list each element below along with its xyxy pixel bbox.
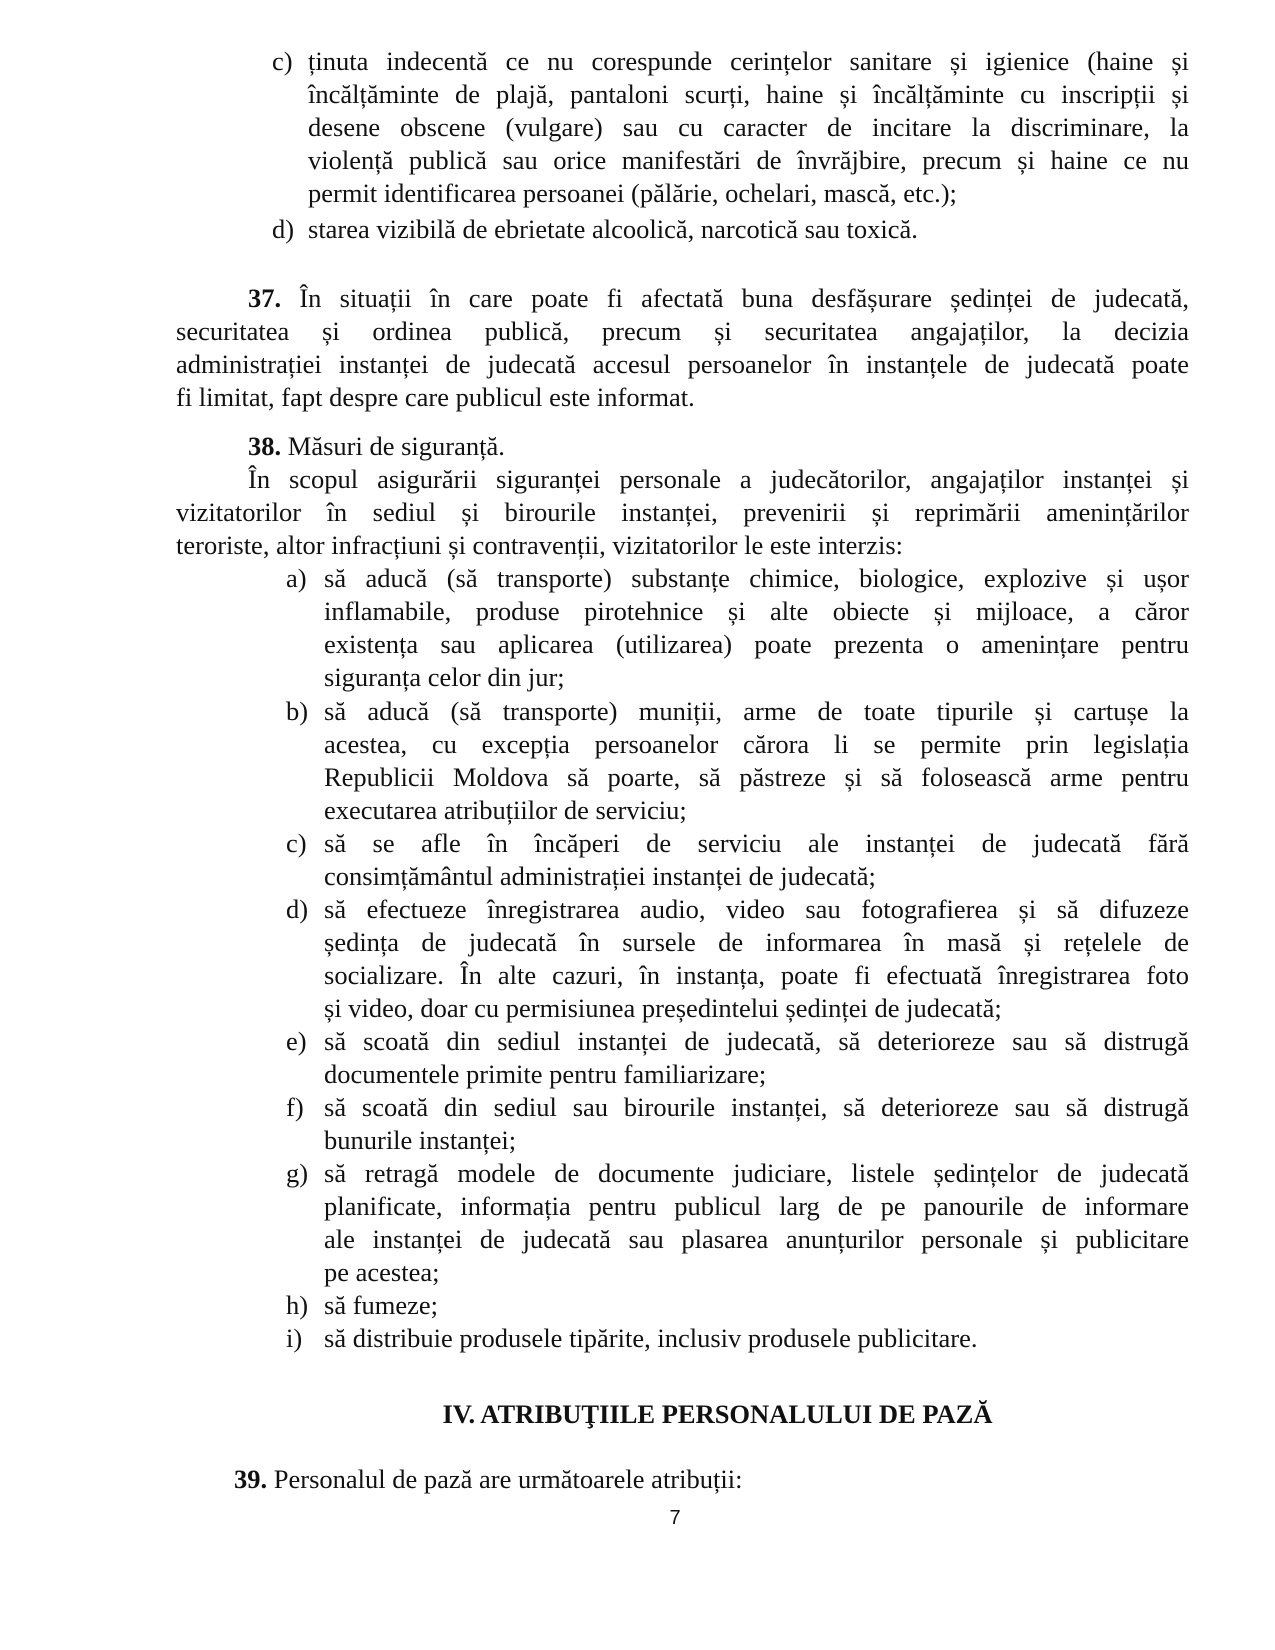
clause-39-line — [234, 1463, 742, 1496]
text-line: siguranța celor din jur; — [324, 662, 565, 692]
text-line: existența sau aplicarea (utilizarea) poate prezenta o amenințare pentru — [324, 629, 1189, 659]
list-marker: f) — [286, 1092, 304, 1122]
list-marker: d) — [286, 894, 309, 924]
text-line: securitatea și ordinea publică, precum și securitatea angajaților, la decizia — [176, 316, 1189, 346]
text-line: fi limitat, fapt despre care publicul este informat. — [176, 382, 695, 412]
text-line: să scoată din sediul sau birourile instanței, să deterioreze sau să distrugă — [324, 1092, 1189, 1122]
text-line: permit identificarea persoanei (pălărie, ochelari, mască, etc.); — [308, 178, 957, 208]
text-line: și video, doar cu permisiunea președintelui ședinței de judecată; — [324, 993, 1002, 1023]
text-line: ale instanței de judecată sau plasarea anunțurilor personale și publicitare — [324, 1224, 1189, 1254]
clause-number: 39. — [234, 1464, 268, 1494]
text-line: să retragă modele de documente judiciare, listele ședințelor de judecată — [324, 1158, 1189, 1188]
list-marker: b) — [286, 696, 309, 726]
text-line: Republicii Moldova să poarte, să păstreze și să folosească arme pentru — [324, 762, 1189, 792]
clause-title: Măsuri de siguranță. — [287, 431, 505, 461]
text-line: încălțăminte de plajă, pantaloni scurți, haine și încălțăminte cu inscripții și — [308, 79, 1189, 109]
list-marker: a) — [286, 563, 307, 593]
page-number: 7 — [669, 1507, 681, 1529]
text-line: să scoată din sediul instanței de judecată, să deterioreze sau să distrugă — [324, 1026, 1189, 1056]
text-line: În situații în care poate fi afectată buna desfășurare ședinței de judecată, — [299, 283, 1189, 313]
text-line: să aducă (să transporte) substanțe chimice, biologice, explozive și ușor — [324, 563, 1189, 593]
text-line: vizitatorilor în sediul și birourile instanței, prevenirii și reprimării amenințărilor — [176, 497, 1189, 527]
text-line: executarea atribuțiilor de serviciu; — [324, 795, 687, 825]
text-line: consimțământul administrației instanței de judecată; — [324, 861, 876, 891]
text-line: socializare. În alte cazuri, în instanța, poate fi efectuată înregistrarea foto — [324, 960, 1189, 990]
list-marker: i) — [286, 1323, 303, 1353]
text-line: Personalul de pază are următoarele atribuții: — [273, 1464, 743, 1494]
clause-number: 38. — [248, 431, 282, 461]
list-marker: c) — [272, 46, 293, 76]
text-line: starea vizibilă de ebrietate alcoolică, narcotică sau toxică. — [308, 214, 918, 244]
text-line: să se afle în încăperi de serviciu ale instanței de judecată fără — [324, 828, 1189, 858]
text-line: să distribuie produsele tipărite, inclusiv produsele publicitare. — [324, 1323, 978, 1353]
text-line: să aducă (să transporte) muniții, arme de toate tipurile și cartușe la — [324, 696, 1189, 726]
text-line: acestea, cu excepția persoanelor cărora li se permite prin legislația — [324, 729, 1189, 759]
clause-number: 37. — [248, 283, 282, 313]
text-line: să efectueze înregistrarea audio, video sau fotografierea și să difuzeze — [324, 894, 1189, 924]
text-line: ținuta indecentă ce nu corespunde cerințelor sanitare și igienice (haine și — [308, 46, 1189, 76]
text-line: violență publică sau orice manifestări de învrăjbire, precum și haine ce nu — [308, 145, 1189, 175]
text-line: pe acestea; — [324, 1257, 440, 1287]
text-line: În scopul asigurării siguranței personale a judecătorilor, angajaților instanței și — [248, 464, 1189, 494]
list-marker: e) — [286, 1026, 307, 1056]
text-line: planificate, informația pentru publicul larg de pe panourile de informare — [324, 1191, 1189, 1221]
clause-37-first-line — [248, 282, 1189, 315]
text-line: administrației instanței de judecată accesul persoanelor în instanțele de judecată poate — [176, 349, 1189, 379]
text-line: ședința de judecată în sursele de informarea în masă și rețelele de — [324, 927, 1189, 957]
text-line: inflamabile, produse pirotehnice și alte obiecte și mijloace, a căror — [324, 596, 1189, 626]
text-line: teroriste, altor infracțiuni și contravenții, vizitatorilor le este interzis: — [176, 530, 904, 560]
text-line: să fumeze; — [324, 1290, 439, 1320]
section-heading: IV. ATRIBUŢIILE PERSONALULUI DE PAZĂ — [442, 1399, 993, 1429]
text-line: bunurile instanței; — [324, 1125, 517, 1155]
list-marker: g) — [286, 1158, 309, 1188]
list-marker: h) — [286, 1290, 309, 1320]
list-marker: d) — [272, 214, 295, 244]
text-line: desene obscene (vulgare) sau cu caracter de incitare la discriminare, la — [308, 112, 1189, 142]
list-marker: c) — [286, 828, 307, 858]
clause-38-title-line — [248, 430, 505, 463]
text-line: documentele primite pentru familiarizare; — [324, 1059, 767, 1089]
